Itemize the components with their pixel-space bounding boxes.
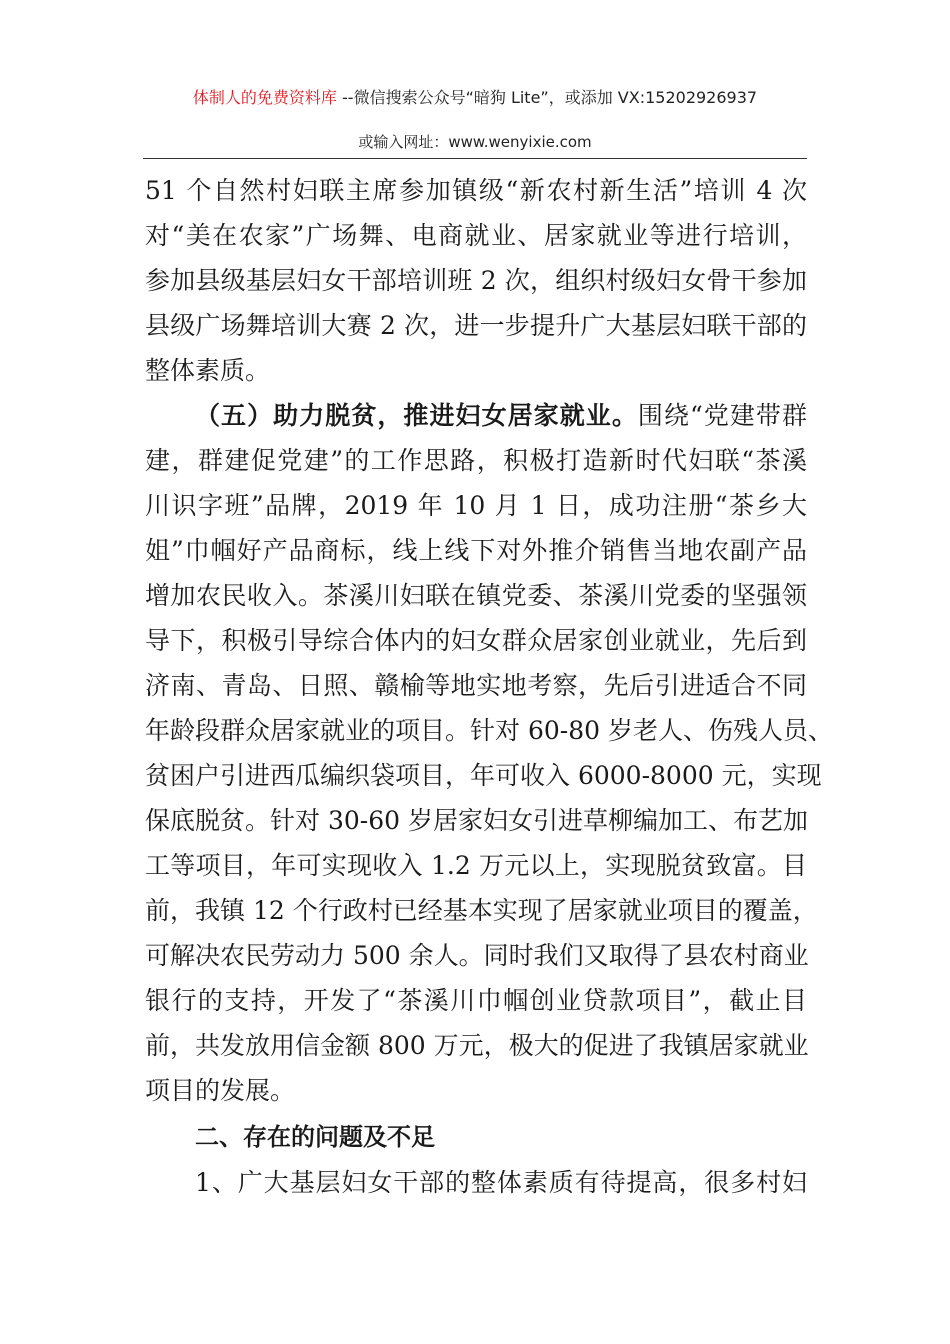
paragraph-line: 对“美在农家”广场舞、电商就业、居家就业等进行培训， <box>145 221 807 250</box>
section-two-first-line: 1、广大基层妇女干部的整体素质有待提高，很多村妇 <box>195 1168 807 1197</box>
header-promo-text: --微信搜索公众号“暗狗 Lite”，或添加 VX:15202926937 <box>336 88 758 107</box>
paragraph-line: 川识字班”品牌，2019 年 10 月 1 日，成功注册“茶乡大 <box>145 491 807 520</box>
paragraph-line: 工等项目，年可实现收入 1.2 万元以上，实现脱贫致富。目 <box>145 851 807 880</box>
paragraph-line: 建，群建促党建”的工作思路，积极打造新时代妇联“茶溪 <box>145 446 807 475</box>
paragraph-line: 姐”巾帼好产品商标，线上线下对外推介销售当地农副产品 <box>145 536 807 565</box>
section-five-first-line <box>145 393 807 438</box>
paragraph-line: 保底脱贫。针对 30-60 岁居家妇女引进草柳编加工、布艺加 <box>145 806 808 835</box>
paragraph-line: 51 个自然村妇联主席参加镇级“新农村新生活”培训 4 次 <box>145 176 807 205</box>
section-two-heading: 二、存在的问题及不足 <box>195 1123 435 1151</box>
section-five-first-text: 围绕“党建带群 <box>637 401 807 430</box>
header-divider <box>143 158 807 159</box>
paragraph-line: 增加农民收入。茶溪川妇联在镇党委、茶溪川党委的坚强领 <box>145 581 807 610</box>
header-website-line: 或输入网址：www.wenyixie.com <box>358 133 592 151</box>
paragraph-line: 年龄段群众居家就业的项目。针对 60-80 岁老人、伤残人员、 <box>145 716 833 745</box>
paragraph-line: 项目的发展。 <box>145 1076 296 1105</box>
paragraph-line: 县级广场舞培训大赛 2 次，进一步提升广大基层妇联干部的 <box>145 311 807 340</box>
paragraph-line: 参加县级基层妇女干部培训班 2 次，组织村级妇女骨干参加 <box>145 266 807 295</box>
paragraph-line: 可解决农民劳动力 500 余人。同时我们又取得了县农村商业 <box>145 941 809 970</box>
paragraph-line: 整体素质。 <box>145 356 271 385</box>
paragraph-line: 贫困户引进西瓜编织袋项目，年可收入 6000-8000 元，实现 <box>145 761 822 790</box>
header-promo-line <box>0 86 950 110</box>
paragraph-line: 前，共发放用信金额 800 万元，极大的促进了我镇居家就业 <box>145 1031 809 1060</box>
paragraph-line: 济南、青岛、日照、赣榆等地实地考察，先后引进适合不同 <box>145 671 807 700</box>
document-body <box>145 168 833 1205</box>
paragraph-line: 银行的支持，开发了“茶溪川巾帼创业贷款项目”，截止目 <box>145 986 807 1015</box>
section-five-heading: （五）助力脱贫，推进妇女居家就业。 <box>195 401 638 430</box>
paragraph-line: 前，我镇 12 个行政村已经基本实现了居家就业项目的覆盖， <box>145 896 818 925</box>
paragraph-line: 导下，积极引导综合体内的妇女群众居家创业就业，先后到 <box>145 626 807 655</box>
header-brand-text: 体制人的免费资料库 <box>192 88 337 107</box>
